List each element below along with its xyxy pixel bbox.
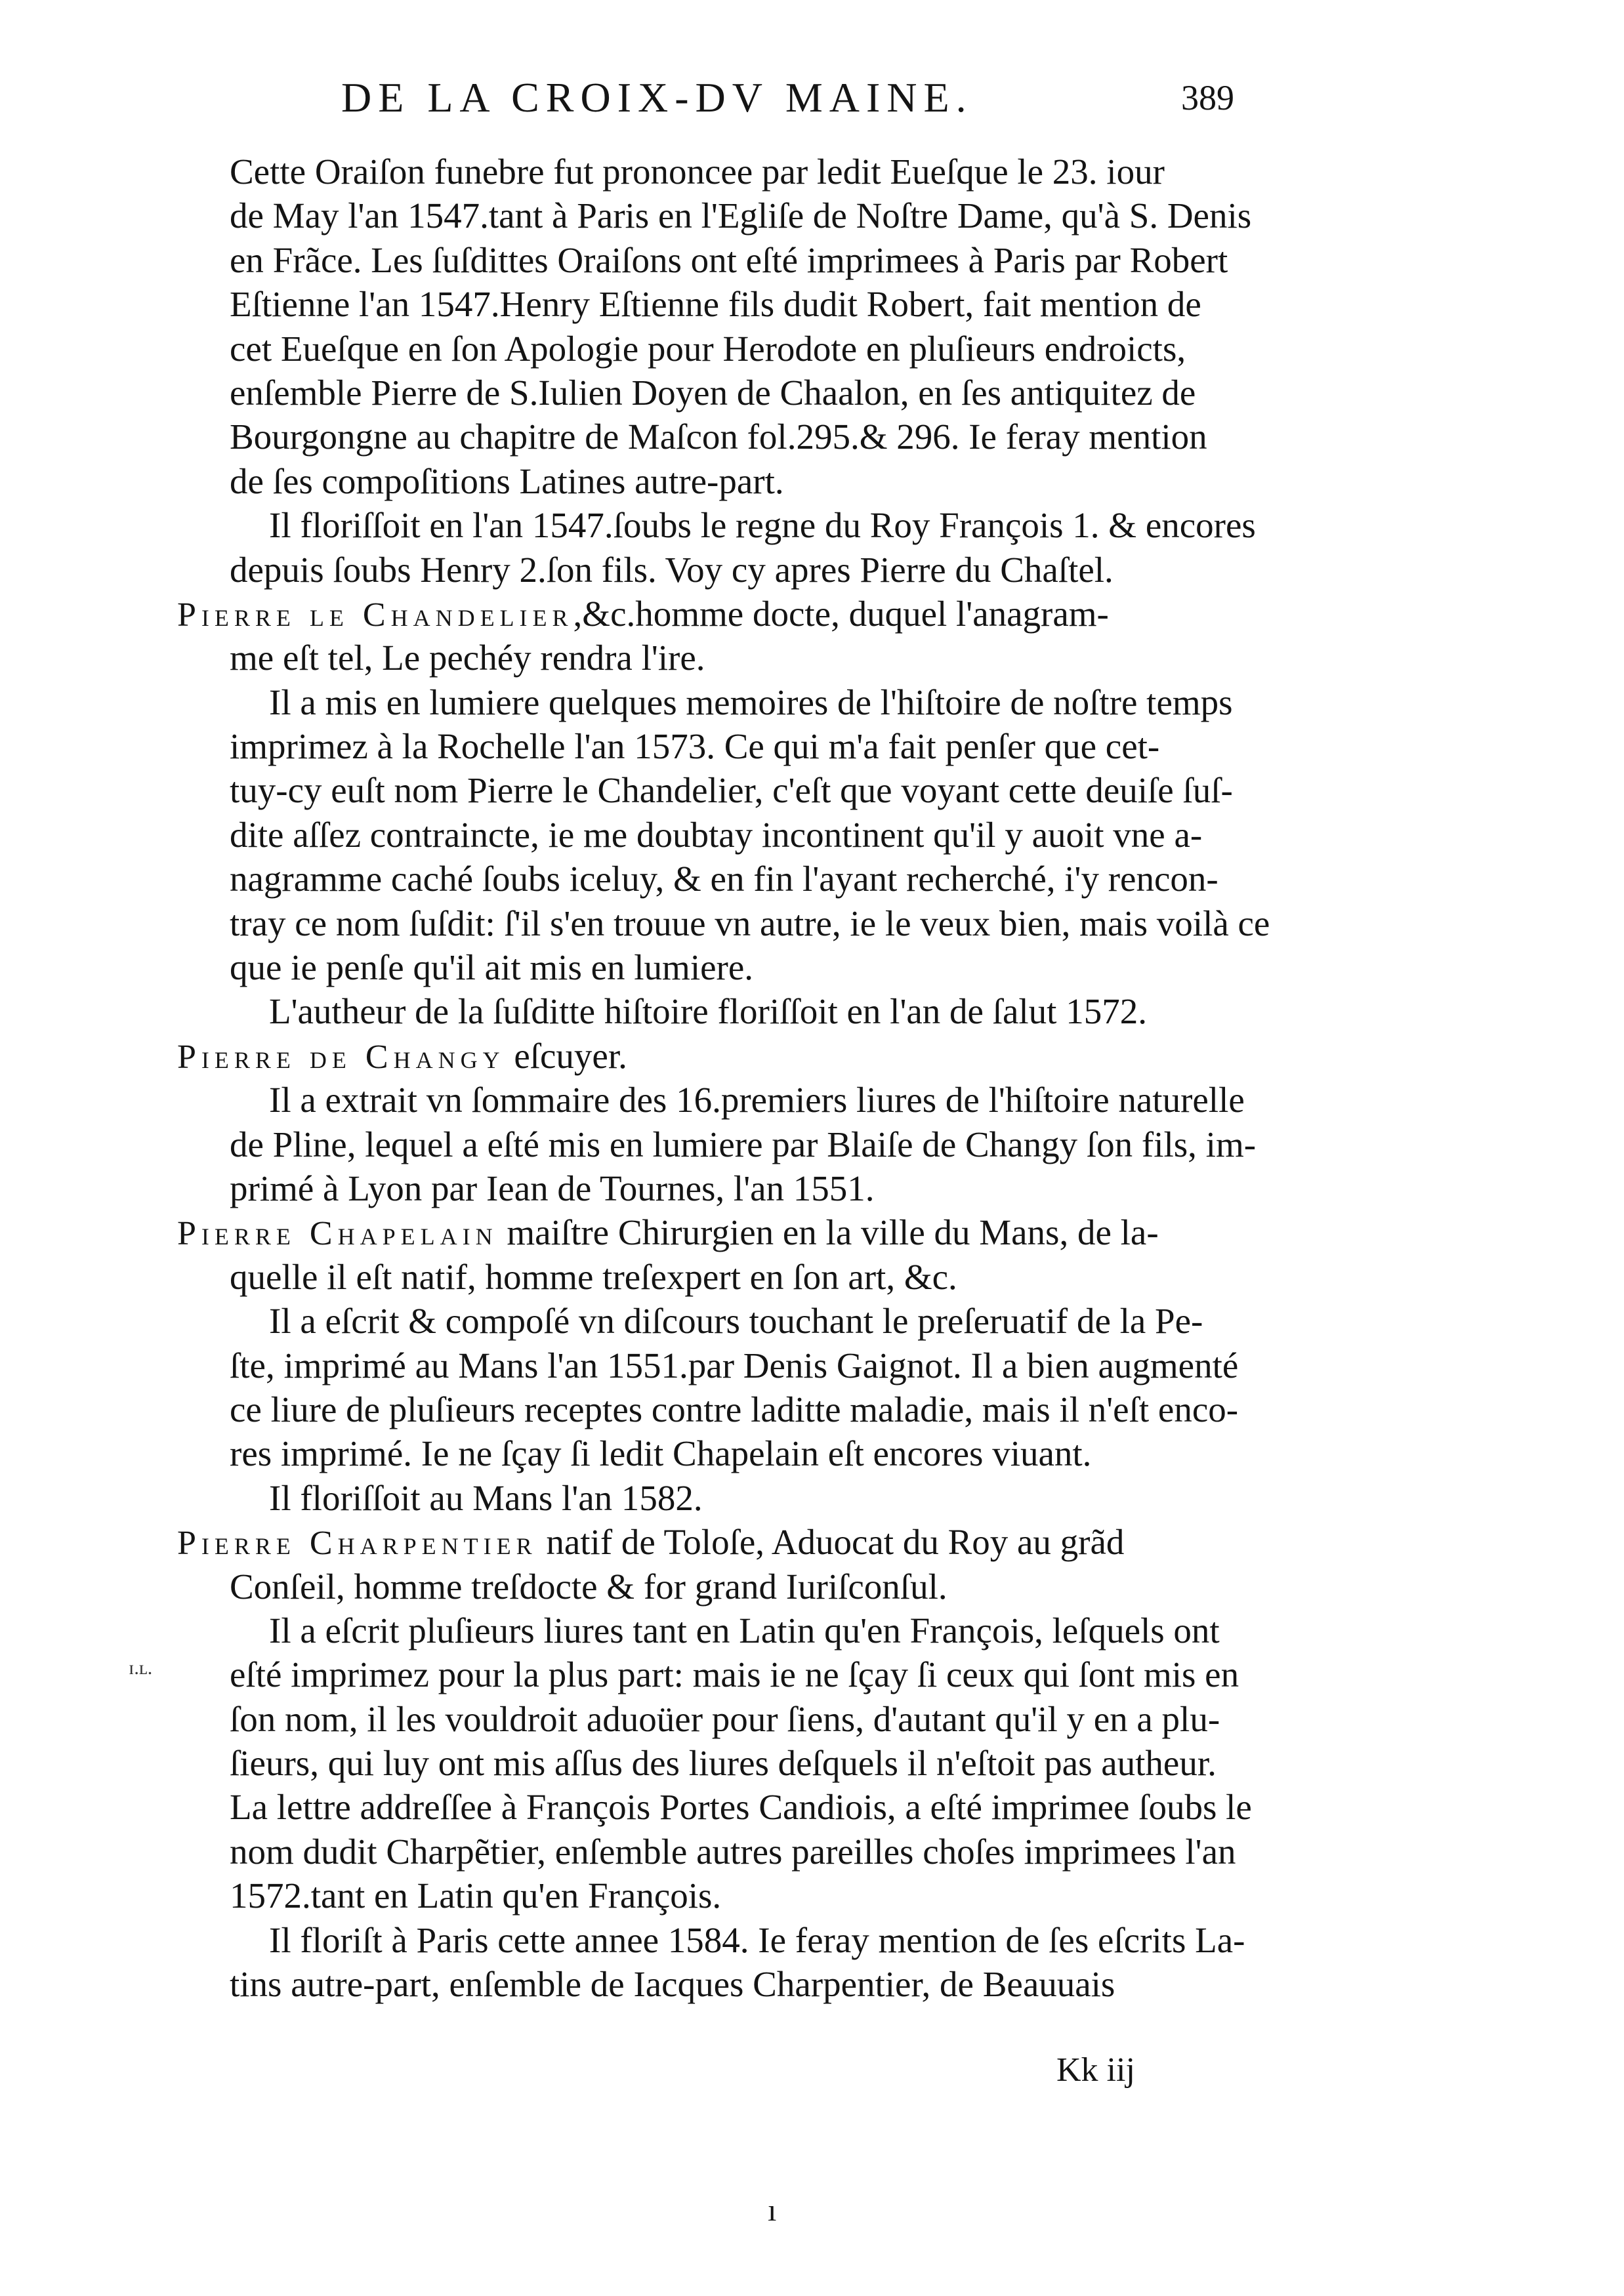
text-line: [177, 1609, 1286, 1652]
line-text: L'autheur de la ſuſditte hiſtoire floriſſoit en l'an de ſalut 1572.: [269, 991, 1147, 1032]
signature-mark: Kk iij: [1056, 2051, 1135, 2089]
text-line: [177, 194, 1286, 237]
line-text: Il floriſſoit au Mans l'an 1582.: [269, 1477, 703, 1518]
entry-heading-line: [177, 1210, 1286, 1254]
line-text: Il floriſſoit en l'an 1547.ſoubs le regne du Roy François 1. & encores: [269, 505, 1256, 546]
line-text: Conſeil, homme treſdocte & for grand Iuriſconſul.: [230, 1566, 947, 1607]
text-line: [177, 1476, 1286, 1520]
text-line: [177, 503, 1286, 547]
text-line: [177, 813, 1286, 857]
line-text: eſté imprimez pour la plus part: mais ie ne ſçay ſi ceux qui ſont mis en: [230, 1654, 1239, 1695]
text-line: [177, 768, 1286, 812]
line-text: de ſes compoſitions Latines autre-part.: [230, 461, 784, 501]
line-text: cet Eueſque en ſon Apologie pour Herodote en pluſieurs endroicts,: [230, 328, 1186, 369]
line-text: en Frãce. Les ſuſdittes Oraiſons ont eſté imprimees à Paris par Robert: [230, 239, 1228, 280]
line-text: eſcuyer.: [505, 1035, 627, 1076]
page-number: 389: [1181, 78, 1234, 117]
line-text: tray ce nom ſuſdit: ſ'il s'en trouue vn autre, ie le veux bien, mais voilà ce: [230, 903, 1270, 943]
text-line: [177, 1652, 1286, 1696]
line-text: La lettre addreſſee à François Portes Candiois, a eſté imprimee ſoubs le: [230, 1787, 1252, 1828]
line-text: nom dudit Charpẽtier, enſemble autres pareilles choſes imprimees l'an: [230, 1831, 1236, 1872]
text-line: [177, 901, 1286, 945]
line-text: de Pline, lequel a eſté mis en lumiere par Blaiſe de Changy ſon fils, im-: [230, 1124, 1257, 1164]
line-text: imprimez à la Rochelle l'an 1573. Ce qui m'a fait penſer que cet-: [230, 726, 1160, 767]
line-text: dite aſſez contraincte, ie me doubtay incontinent qu'il y auoit vne a-: [230, 814, 1203, 855]
body-text: [177, 150, 1286, 2006]
text-line: [177, 724, 1286, 768]
line-text: natif de Toloſe, Aduocat du Roy au grãd: [537, 1522, 1125, 1563]
text-line: [177, 1874, 1286, 1917]
entry-headword: Pierre de Changy: [177, 1038, 505, 1076]
text-line: [177, 680, 1286, 724]
text-line: [177, 1343, 1286, 1387]
line-text: Il a extrait vn ſommaire des 16.premiers liures de l'hiſtoire naturelle: [269, 1080, 1245, 1120]
text-line: [177, 1962, 1286, 2006]
entry-headword: Pierre le Chandelier: [177, 596, 573, 634]
entry-heading-line: [177, 592, 1286, 636]
line-text: Il a eſcrit pluſieurs liures tant en Latin qu'en François, leſquels ont: [269, 1610, 1220, 1650]
line-text: 1572.tant en Latin qu'en François.: [230, 1876, 722, 1916]
text-line: [177, 1697, 1286, 1741]
entry-headword: Pierre Charpentier: [177, 1525, 537, 1563]
text-line: [177, 1078, 1286, 1122]
line-text: enſemble Pierre de S.Iulien Doyen de Chaalon, en ſes antiquitez de: [230, 372, 1196, 413]
line-text: me eſt tel, Le pechéy rendra l'ire.: [230, 638, 705, 678]
page-header: [315, 73, 1299, 133]
text-line: [177, 636, 1286, 680]
text-line: [177, 1918, 1286, 1962]
text-line: [177, 1830, 1286, 1874]
text-line: [177, 1741, 1286, 1785]
line-text: primé à Lyon par Iean de Tournes, l'an 1551.: [230, 1168, 875, 1208]
line-text: Cette Oraiſon funebre fut prononcee par ledit Eueſque le 23. iour: [230, 152, 1165, 192]
line-text: quelle il eſt natif, homme treſexpert en ſon art, &c.: [230, 1256, 957, 1297]
line-text: tuy-cy euſt nom Pierre le Chandelier, c'eſt que voyant cette deuiſe ſuſ-: [230, 770, 1233, 811]
text-line: [177, 238, 1286, 282]
line-text: ſon nom, il les vouldroit aduoüer pour ſiens, d'autant qu'il y en a plu-: [230, 1698, 1220, 1739]
text-line: [177, 1166, 1286, 1210]
line-text: Il a mis en lumiere quelques memoires de l'hiſtoire de noſtre temps: [269, 682, 1233, 722]
text-line: [177, 371, 1286, 415]
footer-mark: ı: [768, 2193, 777, 2228]
text-line: [177, 459, 1286, 503]
text-line: [177, 150, 1286, 194]
text-line: [177, 1255, 1286, 1299]
line-text: Eſtienne l'an 1547.Henry Eſtienne fils dudit Robert, fait mention de: [230, 284, 1201, 325]
text-line: [177, 1387, 1286, 1431]
running-head: DE LA CROIX-DV MAINE.: [341, 74, 973, 121]
text-line: [177, 548, 1286, 592]
line-text: depuis ſoubs Henry 2.ſon fils. Voy cy apres Pierre du Chaſtel.: [230, 549, 1114, 590]
entry-heading-line: [177, 1520, 1286, 1564]
entry-headword: Pierre Chapelain: [177, 1215, 498, 1253]
line-text: tins autre-part, enſemble de Iacques Charpentier, de Beauuais: [230, 1964, 1115, 2005]
text-line: [177, 327, 1286, 371]
text-line: [177, 1122, 1286, 1166]
line-text: Il a eſcrit & compoſé vn diſcours touchant le preſeruatif de la Pe-: [269, 1301, 1203, 1342]
line-text: ſte, imprimé au Mans l'an 1551.par Denis Gaignot. Il a bien augmenté: [230, 1345, 1239, 1385]
text-line: [177, 945, 1286, 989]
margin-note-mark: ɪ.ʟ.: [129, 1657, 153, 1679]
line-text: res imprimé. Ie ne ſçay ſi ledit Chapelain eſt encores viuant.: [230, 1433, 1092, 1474]
text-line: [177, 857, 1286, 901]
line-text: ce liure de pluſieurs receptes contre laditte maladie, mais il n'eſt enco-: [230, 1389, 1239, 1429]
text-line: [177, 1431, 1286, 1475]
line-text: de May l'an 1547.tant à Paris en l'Egliſe de Noſtre Dame, qu'à S. Denis: [230, 195, 1252, 236]
line-text: maiſtre Chirurgien en la ville du Mans, de la-: [497, 1212, 1159, 1253]
text-line: [177, 415, 1286, 459]
text-line: [177, 1565, 1286, 1609]
text-line: [177, 1785, 1286, 1829]
text-line: [177, 282, 1286, 326]
line-text: que ie penſe qu'il ait mis en lumiere.: [230, 947, 754, 988]
line-text: Il floriſt à Paris cette annee 1584. Ie feray mention de ſes eſcrits La-: [269, 1919, 1245, 1960]
entry-heading-line: [177, 1034, 1286, 1078]
line-text: Bourgongne au chapitre de Maſcon fol.295.& 296. Ie feray mention: [230, 417, 1207, 457]
line-text: nagramme caché ſoubs iceluy, & en fin l'ayant recherché, i'y rencon-: [230, 859, 1218, 899]
text-line: [177, 989, 1286, 1033]
line-text: ſieurs, qui luy ont mis aſſus des liures deſquels il n'eſtoit pas autheur.: [230, 1743, 1217, 1784]
line-text: ,&c.homme docte, duquel l'anagram-: [573, 593, 1109, 634]
text-line: [177, 1299, 1286, 1343]
